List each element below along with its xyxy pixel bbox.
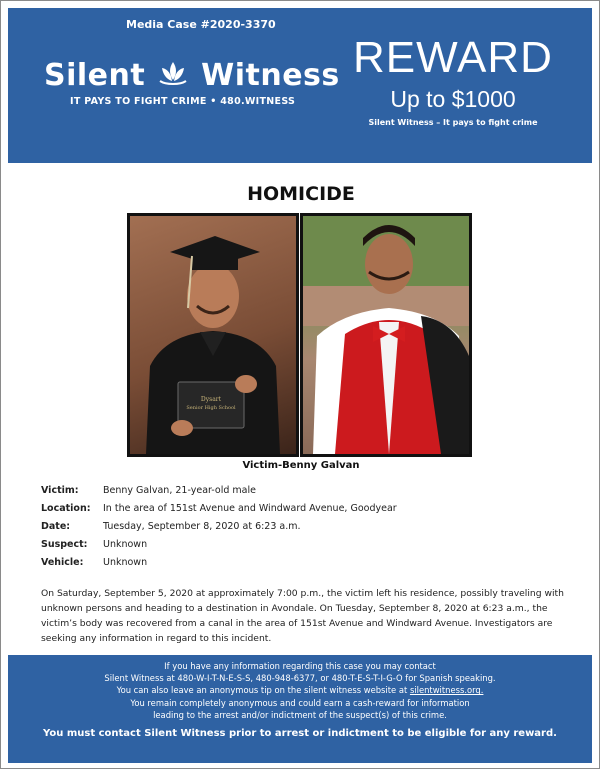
case-details — [41, 485, 397, 575]
footer-banner — [8, 655, 592, 763]
detail-row-vehicle — [41, 557, 397, 575]
formal-photo-illustration — [303, 216, 469, 454]
footer-line-5: leading to the arrest and/or indictment of the suspect(s) of this crime. — [153, 709, 447, 720]
detail-label: Vehicle: — [41, 557, 84, 568]
media-case-number: Media Case #2020-3370 — [126, 18, 276, 31]
reward-subtitle: Silent Witness – It pays to fight crime — [368, 118, 538, 127]
detail-row-victim — [41, 485, 397, 503]
logo-text-left: Silent — [44, 58, 146, 93]
detail-row-location — [41, 503, 397, 521]
page-title: HOMICIDE — [247, 183, 355, 205]
detail-value: In the area of 151st Avenue and Windward Avenue, Goodyear — [103, 503, 397, 514]
detail-value: Benny Galvan, 21-year-old male — [103, 485, 256, 496]
detail-row-date — [41, 521, 397, 539]
logo-text-right: Witness — [201, 58, 340, 93]
detail-label: Victim: — [41, 485, 79, 496]
silent-witness-logo — [44, 58, 340, 93]
footer-line-3-text: You can also leave an anonymous tip on the silent witness website at — [116, 685, 410, 696]
detail-label: Suspect: — [41, 539, 88, 550]
detail-value: Unknown — [103, 539, 148, 550]
graduation-photo-illustration — [130, 216, 296, 454]
tagline: IT PAYS TO FIGHT CRIME • 480.WITNESS — [70, 96, 296, 107]
detail-row-suspect — [41, 539, 397, 557]
footer-line-4: You remain completely anonymous and could earn a cash-reward for information — [130, 697, 470, 708]
footer-line-3 — [8, 684, 592, 696]
victim-formal-photo — [300, 213, 472, 457]
diploma-text-2: Senior High School — [186, 405, 236, 411]
footer-line-2: Silent Witness at 480-W-I-T-N-E-S-S, 480-948-6377, or 480-T-E-S-T-I-G-O for Spanish speaking. — [104, 673, 496, 684]
detail-value: Unknown — [103, 557, 148, 568]
detail-value: Tuesday, September 8, 2020 at 6:23 a.m. — [103, 521, 301, 532]
silentwitness-link[interactable]: silentwitness.org. — [409, 685, 484, 696]
case-narrative: On Saturday, September 5, 2020 at approximately 7:00 p.m., the victim left his residence, possibly traveling with unknown persons and heading to a destination in Avondale. On Tuesday, September 8, 2020 at 6:23 a.m., the victim’s body was recovered from a canal in the area of 151st Avenue and Windward Avenue. Investigators are seeking any information in regard to this incident. — [41, 588, 564, 644]
detail-label: Location: — [41, 503, 91, 514]
reward-title: REWARD — [353, 33, 553, 82]
header-banner — [8, 8, 592, 163]
victim-graduation-photo — [127, 213, 299, 457]
footer-final-note: You must contact Silent Witness prior to arrest or indictment to be eligible for any reward. — [43, 728, 557, 740]
diploma-text-1: Dysart — [200, 396, 222, 403]
footer-line-1: If you have any information regarding this case you may contact — [164, 661, 436, 671]
detail-label: Date: — [41, 521, 71, 532]
lotus-icon — [158, 59, 188, 89]
reward-amount: Up to $1000 — [390, 86, 516, 112]
photo-caption: Victim-Benny Galvan — [242, 460, 360, 471]
